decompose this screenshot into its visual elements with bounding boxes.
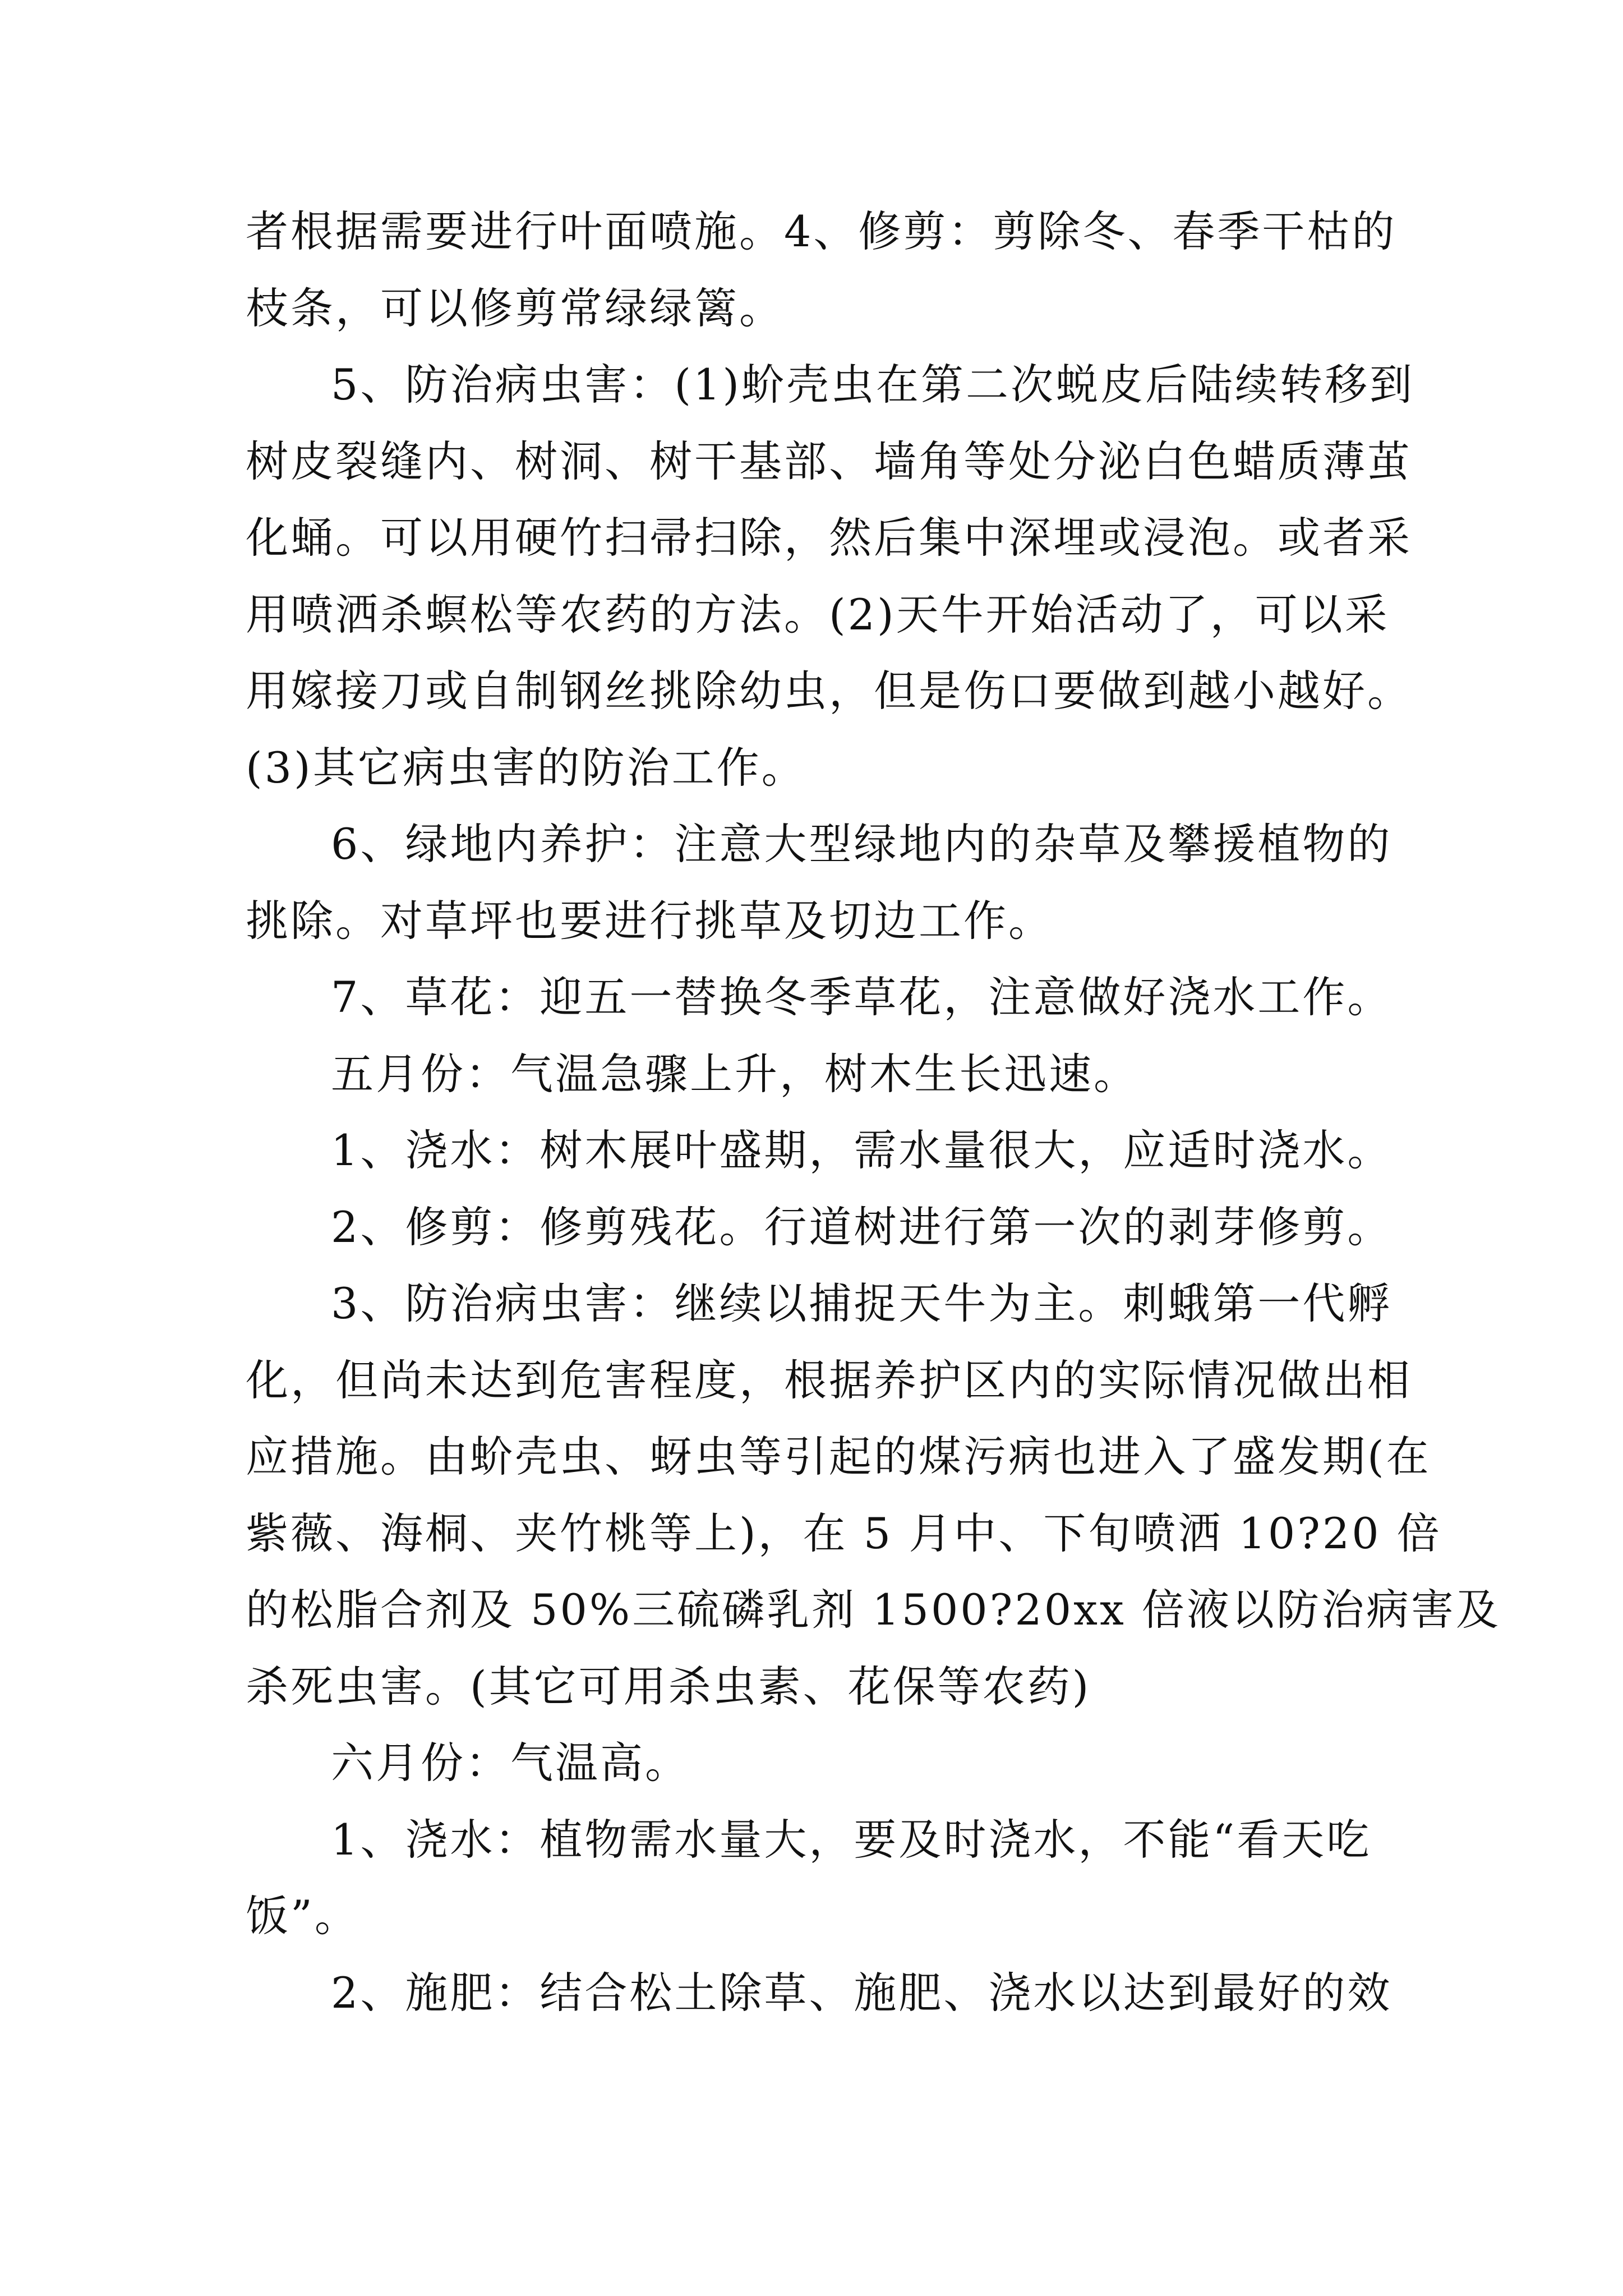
text-line: 六月份：气温高。 xyxy=(331,1738,690,1788)
text-line: 化蛹。可以用硬竹扫帚扫除，然后集中深埋或浸泡。或者采 xyxy=(246,513,1412,563)
text-line: 五月份：气温急骤上升，树木生长迅速。 xyxy=(331,1048,1138,1099)
text-line: 杀死虫害。(其它可用杀虫素、花保等农药) xyxy=(246,1661,1091,1711)
document-body xyxy=(246,194,1501,2031)
text-line: 用嫁接刀或自制钢丝挑除幼虫，但是伤口要做到越小越好。 xyxy=(246,666,1412,716)
text-line: 挑除。对草坪也要进行挑草及切边工作。 xyxy=(246,895,1053,946)
text-line: 化，但尚未达到危害程度，根据养护区内的实际情况做出相 xyxy=(246,1355,1412,1405)
text-line: 6、绿地内养护：注意大型绿地内的杂草及攀援植物的 xyxy=(331,819,1393,869)
text-line: 的松脂合剂及 50%三硫磷乳剂 1500?20xx 倍液以防治病害及 xyxy=(246,1585,1501,1635)
text-line: 2、施肥：结合松土除草、施肥、浇水以达到最好的效 xyxy=(331,1967,1393,2018)
text-line: 2、修剪：修剪残花。行道树进行第一次的剥芽修剪。 xyxy=(331,1202,1393,1252)
text-line: 树皮裂缝内、树洞、树干基部、墙角等处分泌白色蜡质薄茧 xyxy=(246,436,1412,486)
text-line: 5、防治病虫害：(1)蚧壳虫在第二次蜕皮后陆续转移到 xyxy=(331,360,1415,409)
text-line: 饭”。 xyxy=(246,1891,359,1941)
text-line: 3、防治病虫害：继续以捕捉天牛为主。刺蛾第一代孵 xyxy=(331,1278,1393,1328)
text-line: (3)其它病虫害的防治工作。 xyxy=(246,742,806,793)
text-line: 1、浇水：植物需水量大，要及时浇水，不能“看天吃 xyxy=(331,1814,1372,1865)
text-line: 1、浇水：树木展叶盛期，需水量很大，应适时浇水。 xyxy=(331,1125,1393,1175)
text-line: 枝条，可以修剪常绿绿篱。 xyxy=(246,283,784,333)
text-line: 用喷洒杀螟松等农药的方法。(2)天牛开始活动了，可以采 xyxy=(246,589,1390,639)
text-line: 应措施。由蚧壳虫、蚜虫等引起的煤污病也进入了盛发期(在 xyxy=(246,1432,1431,1481)
text-line: 紫薇、海桐、夹竹桃等上)，在 5 月中、下旬喷洒 10?20 倍 xyxy=(246,1508,1442,1558)
text-line: 者根据需要进行叶面喷施。4、修剪：剪除冬、春季干枯的 xyxy=(246,206,1397,256)
text-line: 7、草花：迎五一替换冬季草花，注意做好浇水工作。 xyxy=(331,972,1393,1022)
